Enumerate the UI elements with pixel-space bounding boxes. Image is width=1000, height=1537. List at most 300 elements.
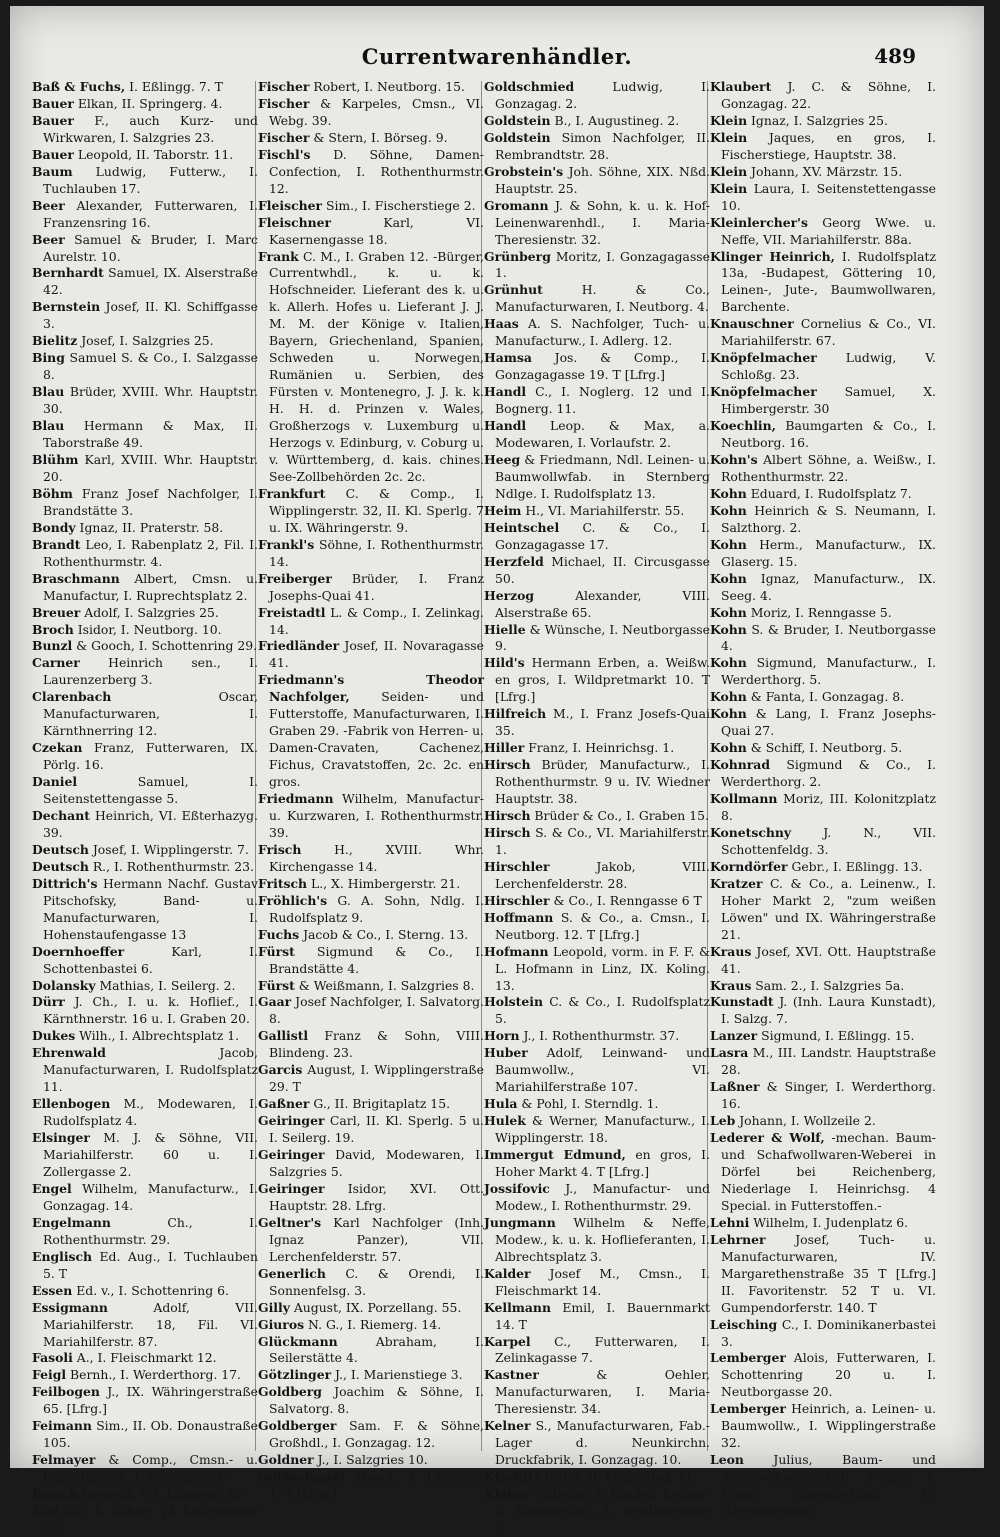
entry-details: Leopold, II. Taborstr. 11. [73,146,234,162]
entry-name: Fleischner [258,214,332,230]
entry-name: Knöpfelmacher [710,350,817,366]
column-2 [258,79,484,1503]
directory-entry [258,1317,484,1334]
entry-name: Laßner [710,1079,760,1095]
directory-entry [484,282,710,316]
entry-details: Johann, I. Wollzeile 2. [735,1113,876,1129]
entry-details: & Gooch, I. Schottenring 29. [72,638,258,654]
entry-name: Goldstein [484,129,551,145]
directory-entry [32,164,258,198]
entry-name: Grünberg [484,248,551,264]
entry-details: Karl Nachfolger (Inh. Ignaz Panzer), VII. Lerchenfelderstr. 57. [269,1214,484,1264]
entry-name: Hirsch [484,807,531,823]
directory-entry [32,486,258,520]
entry-details: I. Eßlingg. 7. T [125,79,223,94]
entry-details: Josef, XVI. Ott. Hauptstraße 41. [721,943,936,976]
directory-entry [484,1266,710,1300]
entry-details: Moriz, I. Renngasse 5. [746,604,892,620]
directory-entry [258,1096,484,1113]
directory-entry [258,249,484,486]
entry-name: Böhm [32,485,73,501]
directory-entry [32,842,258,859]
directory-entry [32,1215,258,1249]
entry-name: Lasra [710,1045,749,1061]
directory-entry [32,1283,258,1300]
directory-entry [484,893,710,910]
directory-entry [258,1334,484,1368]
entry-name: Kohnrad [710,757,770,773]
entry-details: M., III. Landstr. Hauptstraße 28. [721,1045,936,1078]
entry-details: Ignaz, Manufacturw., IX. Seeg. 4. [721,570,936,603]
directory-entry [484,655,710,706]
entry-details: David, Modewaren, I. Salzgries 5. [269,1147,484,1179]
entry-details: en gros, I. Hoher Markt 4. T [Lfrg.] [495,1147,710,1179]
entry-details: C. & Orendi, I. Sonnenfelsg. 3. [269,1265,484,1298]
directory-entry [710,79,936,113]
entry-name: Kastner [484,1367,539,1383]
directory-entry [710,825,936,859]
directory-entry [484,452,710,503]
entry-details: Franz Josef Nachfolger, I. Brandstätte 3. [43,485,258,518]
directory-entry [710,452,936,486]
directory-entry [32,147,258,164]
entry-name: Lemberger [710,1350,786,1366]
entry-name: Doernhoeffer [32,943,125,959]
entry-name: Geiringer [258,1113,325,1129]
entry-name: Jungmann [484,1214,556,1230]
directory-entry [710,571,936,605]
entry-details: Karl, XVIII. Whr. Hauptstr. 20. [43,451,258,484]
entry-details: & Karpeles, Cmsn., VI. Webg. 39. [269,95,484,128]
entry-name: Grobstein's [484,163,564,179]
entry-details: Josef, II. Novaragasse 41. [269,638,484,671]
entry-details: Heinrich & S. Neumann, I. Salzthorg. 2. [721,502,936,535]
directory-entry [710,113,936,130]
entry-details: Laura, I. Seitenstettengasse 10. [721,180,936,213]
entry-name: Bauer [32,112,74,128]
entry-name: Fleischer [258,197,323,213]
entry-details: & Werner, Manufacturw., I. Wipplingerstr. 18. [495,1113,710,1146]
directory-entry [484,350,710,384]
entry-details: August, IX. Porzellang. 55. [289,1299,462,1315]
entry-name: Kollmann [710,791,778,807]
directory-entry [484,588,710,622]
entry-details: Sigmund, Manufacturw., I. Werderthorg. 5. [721,655,936,688]
entry-name: Knöpfelmacher [710,384,817,400]
entry-details: & Stern, I. Börseg. 9. [309,129,448,145]
entry-name: Gromann [484,197,549,213]
entry-name: Horn [484,1028,520,1044]
entry-name: Beer [32,197,65,213]
entry-details: Cornelius & Co., VI. Mariahilferstr. 67. [721,316,936,349]
directory-entry [258,198,484,215]
directory-entry [258,791,484,842]
entry-details: -mechan. Baum- und Schafwollwaren-Weberei in Dörfel bei Reichenberg, Niederlage I. Heinrichsg. 4 Special. in Futterstoffen.- [721,1130,936,1213]
entry-details: C., Futterwaren, I. Zelinkagasse 7. [495,1333,710,1366]
entry-name: Hild's [484,655,525,671]
entry-name: Feigl [32,1367,67,1383]
entry-name: Hilfreich [484,706,547,722]
directory-entry [258,605,484,639]
entry-name: Hirsch [484,824,531,840]
entry-name: Beer [32,231,65,247]
page-number: 489 [874,44,916,68]
directory-entry [484,859,710,893]
directory-entry [258,571,484,605]
entry-details: Seiden- und Futterstoffe, Manufacturwaren, I. Graben 29. -Fabrik von Herren- u. Damen-Cravaten, Cachenez, Fichus, Cravatstoffen, 2c. 2c. en gros. [269,689,484,790]
entry-name: Fischer [258,129,310,145]
directory-entry [258,893,484,927]
column-1 [32,79,258,1537]
entry-name: Czekan [32,740,83,756]
entry-name: Felmayer [32,1452,96,1468]
directory-entry [32,740,258,774]
entry-details: H. & Co., Manufacturwaren, I. Neutborg. 4. [495,282,710,315]
entry-details: C., I. Noglerg. 12 und I. Bognerg. 11. [495,384,710,417]
entry-details: Simon Nachfolger, II. Rembrandtstr. 28. [495,129,710,162]
entry-name: Klein [710,129,748,145]
entry-name: Frisch [258,841,302,857]
entry-details: Josef, I. Salzgries 25. [77,333,214,349]
entry-details: Samuel & Bruder, I. Marc Aurelstr. 10. [43,231,258,264]
entry-name: Kohn [710,485,747,501]
directory-entry [258,1266,484,1300]
entry-name: Fasoli [32,1350,73,1366]
entry-name: Bauer [32,146,74,162]
entry-name: Gaar [258,994,292,1010]
directory-entry [258,927,484,944]
directory-entry [258,1181,484,1215]
entry-name: Klaber [484,1486,531,1502]
entry-name: Hirschler [484,858,550,874]
entry-details: Johann, XV. Märzstr. 15. [747,163,903,179]
directory-entry [710,706,936,740]
directory-entry [258,215,484,249]
entry-details: Brüder & Co., I. Graben 15. [530,807,709,823]
directory-entry [710,316,936,350]
entry-details: Sam. F. & Söhne, Großhdl., I. Gonzagag. 12. [269,1418,484,1451]
entry-details: Adolf, I. Salzgries 25. [80,604,219,620]
entry-details: J., I. Rothenthurmstr. 37. [519,1028,680,1044]
directory-entry [484,503,710,520]
entry-details: H., VI. Mariahilferstr. 55. [521,502,685,518]
directory-entry [484,113,710,130]
directory-entry [258,994,484,1028]
entry-details: G., II. Brigitaplatz 15. [309,1096,451,1112]
entry-details: Söhne, I. Rothenthurmstr. 14. [269,536,484,569]
entry-details: Josef Nachfolger, I. Salvatorg. 8. [269,994,484,1027]
column-4 [710,79,936,1520]
directory-entry [258,537,484,571]
entry-details: Sam. 2., I. Salzgries 5a. [751,977,905,993]
directory-entry [484,130,710,164]
entry-details: Ch., I. Rothenthurmstr. 29. [43,1214,258,1247]
directory-entry [32,622,258,639]
entry-name: Englisch [32,1248,93,1264]
entry-name: Lemberger [710,1401,786,1417]
directory-entry [258,978,484,995]
entry-details: Ignaz, I. Salzgries 25. [747,112,888,128]
entry-details: Adolf, Leinwand- und Baumwollw., VI. Mariahilferstraße 107. [495,1045,710,1095]
directory-entry [484,757,710,808]
directory-entry [710,215,936,249]
entry-name: Baß & Fuchs, [32,79,126,94]
directory-entry [32,1503,258,1537]
entry-name: Deutsch [32,858,89,874]
entry-name: Essigmann [32,1299,108,1315]
entry-name: Garcis [258,1062,303,1078]
entry-name: Frankl's [258,536,315,552]
entry-name: Frankfurt [258,485,326,501]
directory-entry [484,198,710,249]
directory-entry [710,350,936,384]
directory-entry [32,808,258,842]
entry-name: Geltner's [258,1214,322,1230]
entry-name: Bielitz [32,333,78,349]
entry-name: Kleinlercher's [710,214,808,230]
entry-details: & Pohl, I. Sterndlg. 1. [517,1096,659,1112]
entry-details: Theod., I. Lazenhof 1. T [Lfrg.] [269,1469,484,1502]
entry-name: Hamsa [484,350,532,366]
entry-name: Geiringer [258,1180,325,1196]
directory-entry [32,333,258,350]
entry-details: Georg Wwe. u. Neffe, VII. Mariahilferstr. 88a. [721,214,936,247]
entry-name: Kraus [710,943,752,959]
entry-name: Blau [32,384,65,400]
entry-details: J. (Inh. Laura Kunstadt), I. Salzg. 7. [721,994,936,1027]
entry-name: Huber [484,1045,528,1061]
entry-details: S. & Co., a. Cmsn., I. Neutborg. 12. T [Lfrg.] [495,909,710,942]
page-header [10,44,984,74]
entry-name: Grünhut [484,282,543,298]
directory-entry [710,944,936,978]
entry-details: & Weißmann, I. Salzgries 8. [294,977,475,993]
entry-details: & Comp., Cmsn.- u. Importgesch., I. Börseplatz 6. [43,1452,258,1485]
entry-name: Ehrenwald [32,1045,106,1061]
directory-entry [710,1452,936,1520]
entry-name: Fürst [258,943,295,959]
directory-entry [32,384,258,418]
directory-entry [710,994,936,1028]
entry-details: A., I. Fleischmarkt 12. [72,1350,217,1366]
directory-entry [710,418,936,452]
entry-details: Samuel, I. Seitenstettengasse 5. [43,774,258,807]
entry-name: Lanzer [710,1028,758,1044]
entry-details: Brüder, I. Franz Josephs-Quai 41. [269,570,484,603]
entry-details: Michael, II. Circusgasse 50. [495,553,710,586]
entry-details: Isidor, XVI. Ott. Hauptstr. 28. Lfrg. [269,1180,484,1213]
directory-entry [32,1452,258,1486]
directory-entry [710,249,936,317]
entry-details: August, I. Wipplingerstraße 29. T [269,1062,484,1095]
directory-entry [32,96,258,113]
directory-entry [258,96,484,130]
directory-entry [484,740,710,757]
directory-entry [32,299,258,333]
directory-entry [32,944,258,978]
entry-name: Clarenbach [32,689,112,705]
entry-details: Alois, Futterwaren, I. Schottenring 20 u. I. Neutborgasse 20. [721,1350,936,1400]
entry-name: Fischer [258,95,310,111]
entry-name: Hirsch [484,757,531,773]
entry-name: Fischer [258,79,310,94]
directory-entry [258,638,484,672]
entry-name: Koechlin, [710,418,776,434]
entry-details: Ed. Aug., I. Tuchlauben 5. T [43,1248,258,1281]
directory-entry [710,384,936,418]
directory-page [10,6,984,1536]
entry-name: Hirschler [484,892,550,908]
entry-name: Kischitz [484,1469,541,1485]
entry-name: Essen [32,1282,73,1298]
entry-name: Goldberg [258,1384,322,1400]
directory-entry [710,859,936,876]
directory-entry [32,265,258,299]
directory-entry [32,655,258,689]
directory-entry [484,1147,710,1181]
entry-name: Jossifovic [484,1180,550,1196]
entry-details: Albert Söhne, a. Weißw., I. Rothenthurmstr. 22. [721,451,936,484]
directory-entry [258,1300,484,1317]
directory-entry [484,554,710,588]
directory-entry [484,1028,710,1045]
directory-entry [710,1350,936,1401]
entry-name: Lehrner [710,1231,766,1247]
entry-details: D. Söhne, Damen-Confection, I. Rothenthurmstr. 12. [269,146,484,196]
entry-details: & Fanta, I. Gonzagag. 8. [746,689,905,705]
directory-entry [484,1418,710,1469]
directory-entry [710,1079,936,1113]
directory-entry [32,520,258,537]
entry-name: Bondy [32,519,76,535]
entry-details: Baumgarten & Co., I. Neutborg. 16. [721,418,936,451]
entry-name: Klein [710,163,748,179]
entry-name: Holstein [484,994,543,1010]
entry-details: J., I. Salzgries 10. [313,1452,428,1468]
entry-details: Josef M., Cmsn., I. Fleischmarkt 14. [495,1265,710,1298]
entry-name: Bunzl [32,638,73,654]
entry-name: Dechant [32,807,90,823]
page-title: Currentwarenhändler. [361,44,633,69]
entry-name: Goldner [258,1452,314,1468]
entry-name: Blau [32,418,65,434]
entry-details: Brüder, Manufacturw., I. Rothenthurmstr. 9 u. IV. Wiedner Hauptstr. 38. [495,757,710,807]
entry-name: Konetschny [710,824,792,840]
entry-name: Hielle [484,621,526,637]
entry-details: Franz, Futterwaren, IX. Pörlg. 16. [43,740,258,773]
entry-details: Mathias, I. Seilerg. 2. [95,977,236,993]
entry-name: Braschmann [32,570,120,586]
entry-details: Heinrich sen., I. Laurenzerberg 3. [43,655,258,688]
entry-name: Dolansky [32,977,96,993]
entry-details: C. & Co., I. Rudolfsplatz 5. [495,994,710,1027]
entry-name: Heintschel [484,519,560,535]
entry-name: Fritsch [258,875,308,891]
entry-name: Feimann [32,1418,92,1434]
entry-details: M., I. Franz Josefs-Quai 35. [495,706,710,739]
entry-details: L., X. Himbergerstr. 21. [307,875,461,891]
entry-name: Giuros [258,1316,305,1332]
directory-entry [710,605,936,622]
directory-entry [258,1367,484,1384]
directory-entry [710,1045,936,1079]
directory-entry [258,1215,484,1266]
directory-entry [484,384,710,418]
entry-details: I. Rudolfsplatz 13a, -Budapest, Göttering 10, Leinen-, Jute-, Baumwollwaren, Barchente. [721,248,936,315]
directory-entry [484,418,710,452]
entry-details: J. & Sohn, k. u. k. Hof-Leinenwarenhdl., I. Maria-Theresienstr. 32. [495,197,710,247]
entry-details: Ludwig, Futterw., I. Tuchlauben 17. [43,163,258,196]
directory-entry [710,537,936,571]
directory-entry [258,147,484,198]
entry-name: Freistadtl [258,604,326,620]
entry-details: & Co., I. Renngasse 6 T [549,892,702,908]
entry-details: Josef, Tuch- u. Manufacturwaren, IV. Margarethenstraße 35 T [Lfrg.] II. Favoritenstr. 52 T u. VI. Gumpendorferstr. 140. T [721,1231,936,1315]
directory-entry [258,1113,484,1147]
entry-name: Gilly [258,1299,290,1315]
directory-entry [258,1384,484,1418]
directory-entry [32,198,258,232]
entry-details: S., Manufacturwaren, Fab.-Lager d. Neunkirchn. Druckfabrik, I. Gonzagag. 10. [495,1418,710,1468]
entry-name: Gaßner [258,1096,310,1112]
directory-entry [32,1096,258,1130]
directory-entry [32,994,258,1028]
directory-entry [258,1147,484,1181]
entry-name: Kohn [710,706,747,722]
directory-entry [32,232,258,266]
directory-entry [484,706,710,740]
entry-details: G. A. Sohn, Ndlg. I. Rudolfsplatz 9. [269,892,484,925]
directory-entry [258,842,484,876]
entry-details: Hermann & Max, II. Taborstraße 49. [43,418,258,451]
entry-details: Oscar, Manufacturwaren, I. Kärnthnerring 12. [43,689,258,739]
entry-details: Abraham, I. Seilerstätte 4. [269,1333,484,1366]
entry-details: Ludwig, V. Schloßg. 23. [721,350,936,383]
directory-entry [484,316,710,350]
entry-details: Jacob, Manufacturwaren, I. Rudolfsplatz 11. [43,1045,258,1095]
entry-name: Klinger Heinrich, [710,248,835,264]
entry-name: Kohn's [710,451,758,467]
entry-name: Friedmann [258,791,334,807]
entry-name: Kalder [484,1265,531,1281]
entry-name: Hula [484,1096,518,1112]
entry-details: & Lang, I. Franz Josephs-Quai 27. [721,706,936,739]
entry-details: Heinrich, VI. Eßterhazyg. 39. [43,807,258,840]
directory-entry [32,774,258,808]
entry-details: Moritz, I. Gonzagagasse 1. [495,248,710,281]
entry-details: J., I. Marienstiege 3. [331,1367,463,1383]
entry-details: & Oehler, Manufacturwaren, I. Maria-Theresienstr. 34. [495,1367,710,1417]
entry-details: Moriz, III. Kolonitzplatz 8. [721,791,936,823]
entry-details: Bernh., I. Werderthorg. 17. [66,1367,241,1383]
entry-details: Isidor, I. Neutborg. 10. [73,621,222,637]
directory-entry [710,486,936,503]
directory-entry [32,638,258,655]
directory-entry [484,164,710,198]
entry-name: Klein [710,180,748,196]
directory-entry [710,740,936,757]
directory-entry [32,1367,258,1384]
entry-details: Sigmund & Co., I. Werderthorg. 2. [721,757,936,790]
entry-details: Ed. v., I. Schottenring 6. [72,1282,229,1298]
entry-details: Sigmund, I. Eßlingg. 15. [757,1028,915,1044]
entry-name: Goldschmidt [258,1469,346,1485]
entry-name: Immergut Edmund, [484,1147,626,1163]
entry-name: Engel [32,1180,72,1196]
entry-details: A. S. Nachfolger, Tuch- u. Manufacturw., I. Adlerg. 12. [495,316,710,349]
directory-entry [484,249,710,283]
directory-entry [258,1452,484,1469]
